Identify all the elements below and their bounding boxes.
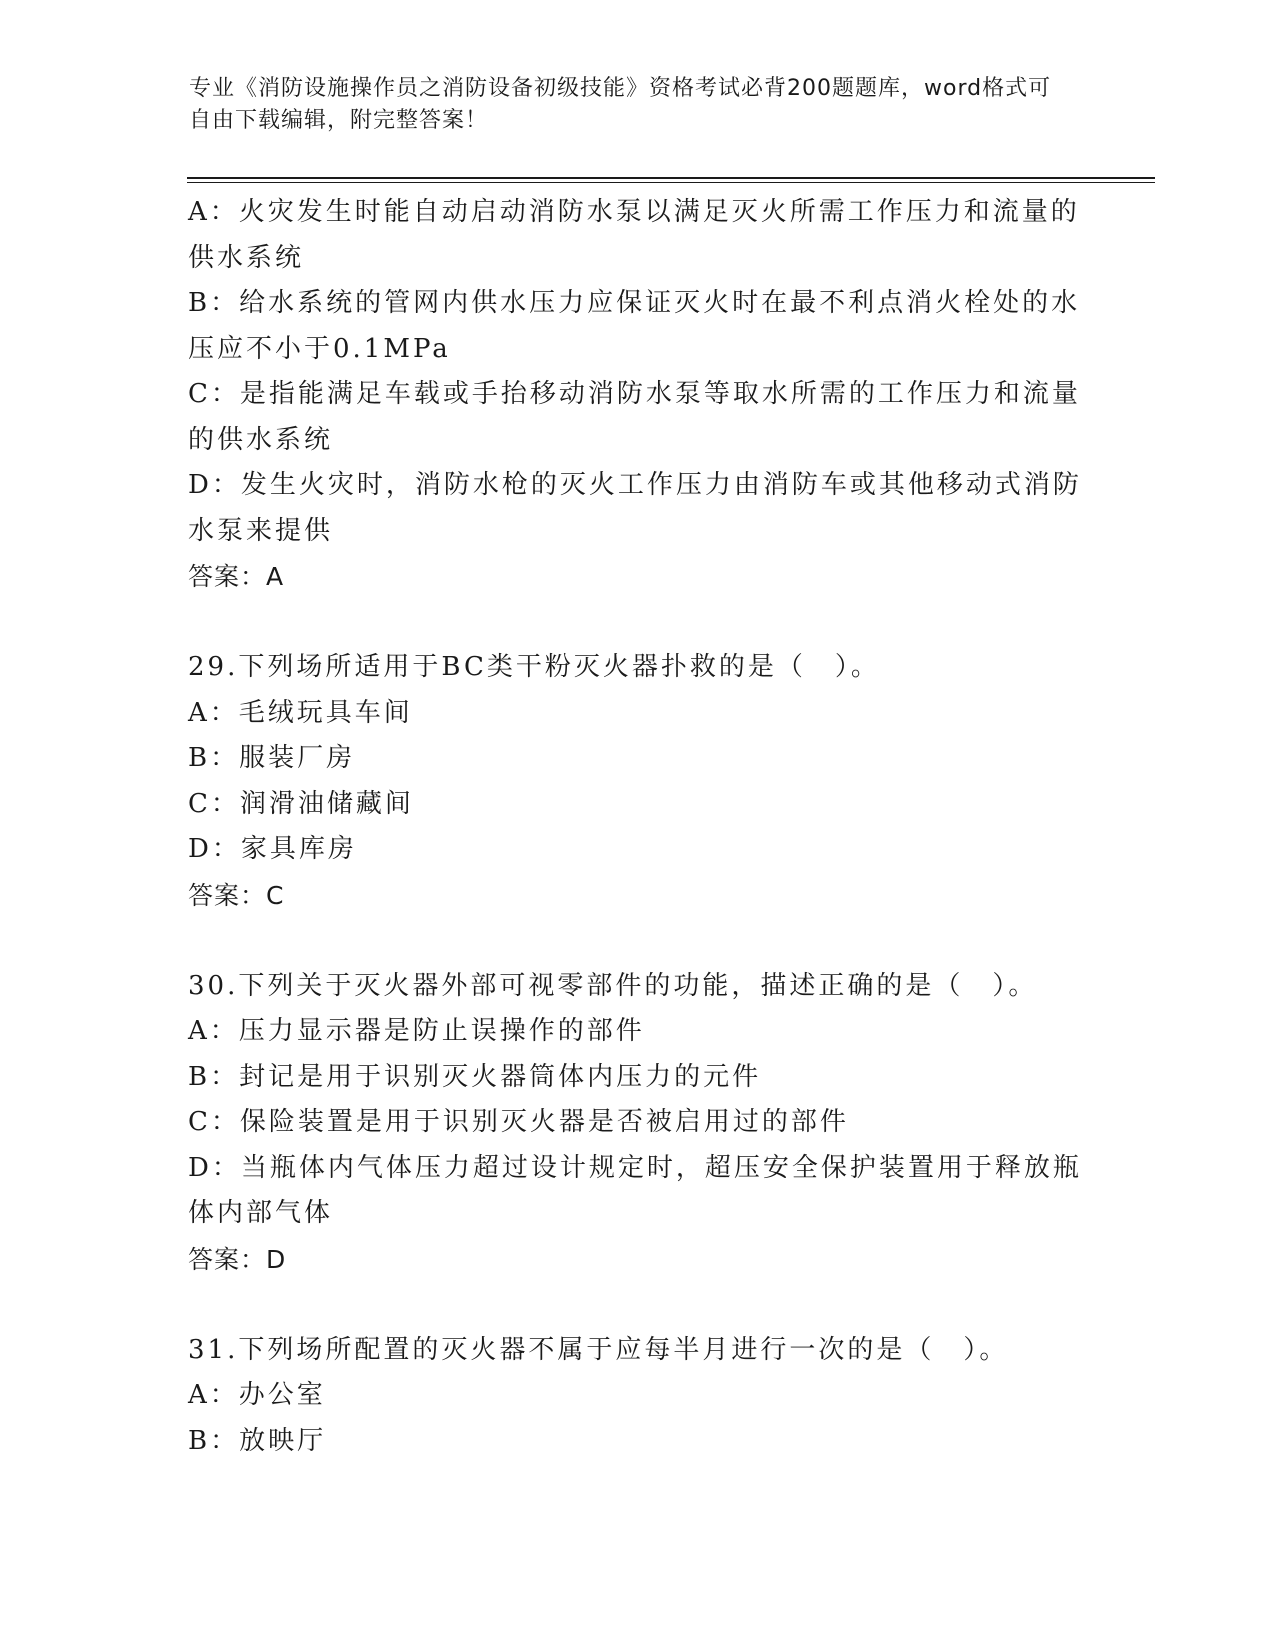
document-header: 专业《消防设施操作员之消防设备初级技能》资格考试必背200题题库，word格式可自由下载编辑，附完整答案！: [189, 76, 1052, 133]
question-content: [188, 190, 1088, 1464]
option-b: B：给水系统的管网内供水压力应保证灭火时在最不利点消火栓处的水压应不小于0.1MPa: [188, 288, 1081, 364]
question-31: [188, 1328, 1088, 1465]
question-stem: 31.下列场所配置的灭火器不属于应每半月进行一次的是（ ）。: [188, 1334, 1009, 1365]
spacer: [188, 918, 1088, 964]
question-stem: 29.下列场所适用于BC类干粉灭火器扑救的是（ ）。: [188, 652, 880, 682]
question-29: [188, 645, 1088, 918]
answer-line: 答案：C: [188, 880, 285, 910]
option-b: B：封记是用于识别灭火器筒体内压力的元件: [188, 1061, 762, 1092]
option-b: B：服装厂房: [188, 743, 356, 773]
option-a: A：办公室: [188, 1380, 326, 1410]
option-c: C：润滑油储藏间: [188, 788, 414, 819]
option-a: A：火灾发生时能自动启动消防水泵以满足灭火所需工作压力和流量的供水系统: [188, 197, 1080, 273]
spacer: [188, 1282, 1088, 1328]
header-divider-thick: [187, 177, 1155, 179]
header-divider-thin: [187, 182, 1155, 183]
answer-line: 答案：A: [188, 562, 285, 591]
option-a: A：毛绒玩具车间: [188, 697, 413, 728]
option-a: A：压力显示器是防止误操作的部件: [188, 1016, 645, 1046]
carryover-options: [188, 190, 1088, 600]
option-d: D：家具库房: [188, 834, 357, 864]
option-d: D：当瓶体内气体压力超过设计规定时，超压安全保护装置用于释放瓶体内部气体: [188, 1152, 1082, 1228]
answer-line: 答案：D: [188, 1244, 287, 1274]
option-c: C：保险装置是用于识别灭火器是否被启用过的部件: [188, 1107, 849, 1137]
option-d: D：发生火灾时，消防水枪的灭火工作压力由消防车或其他移动式消防水泵来提供: [188, 470, 1082, 546]
option-c: C：是指能满足车载或手抬移动消防水泵等取水所需的工作压力和流量的供水系统: [188, 379, 1081, 455]
question-30: [188, 964, 1088, 1283]
question-stem: 30.下列关于灭火器外部可视零部件的功能，描述正确的是（ ）。: [188, 970, 1038, 1001]
option-b: B：放映厅: [188, 1425, 327, 1456]
spacer: [188, 600, 1088, 646]
